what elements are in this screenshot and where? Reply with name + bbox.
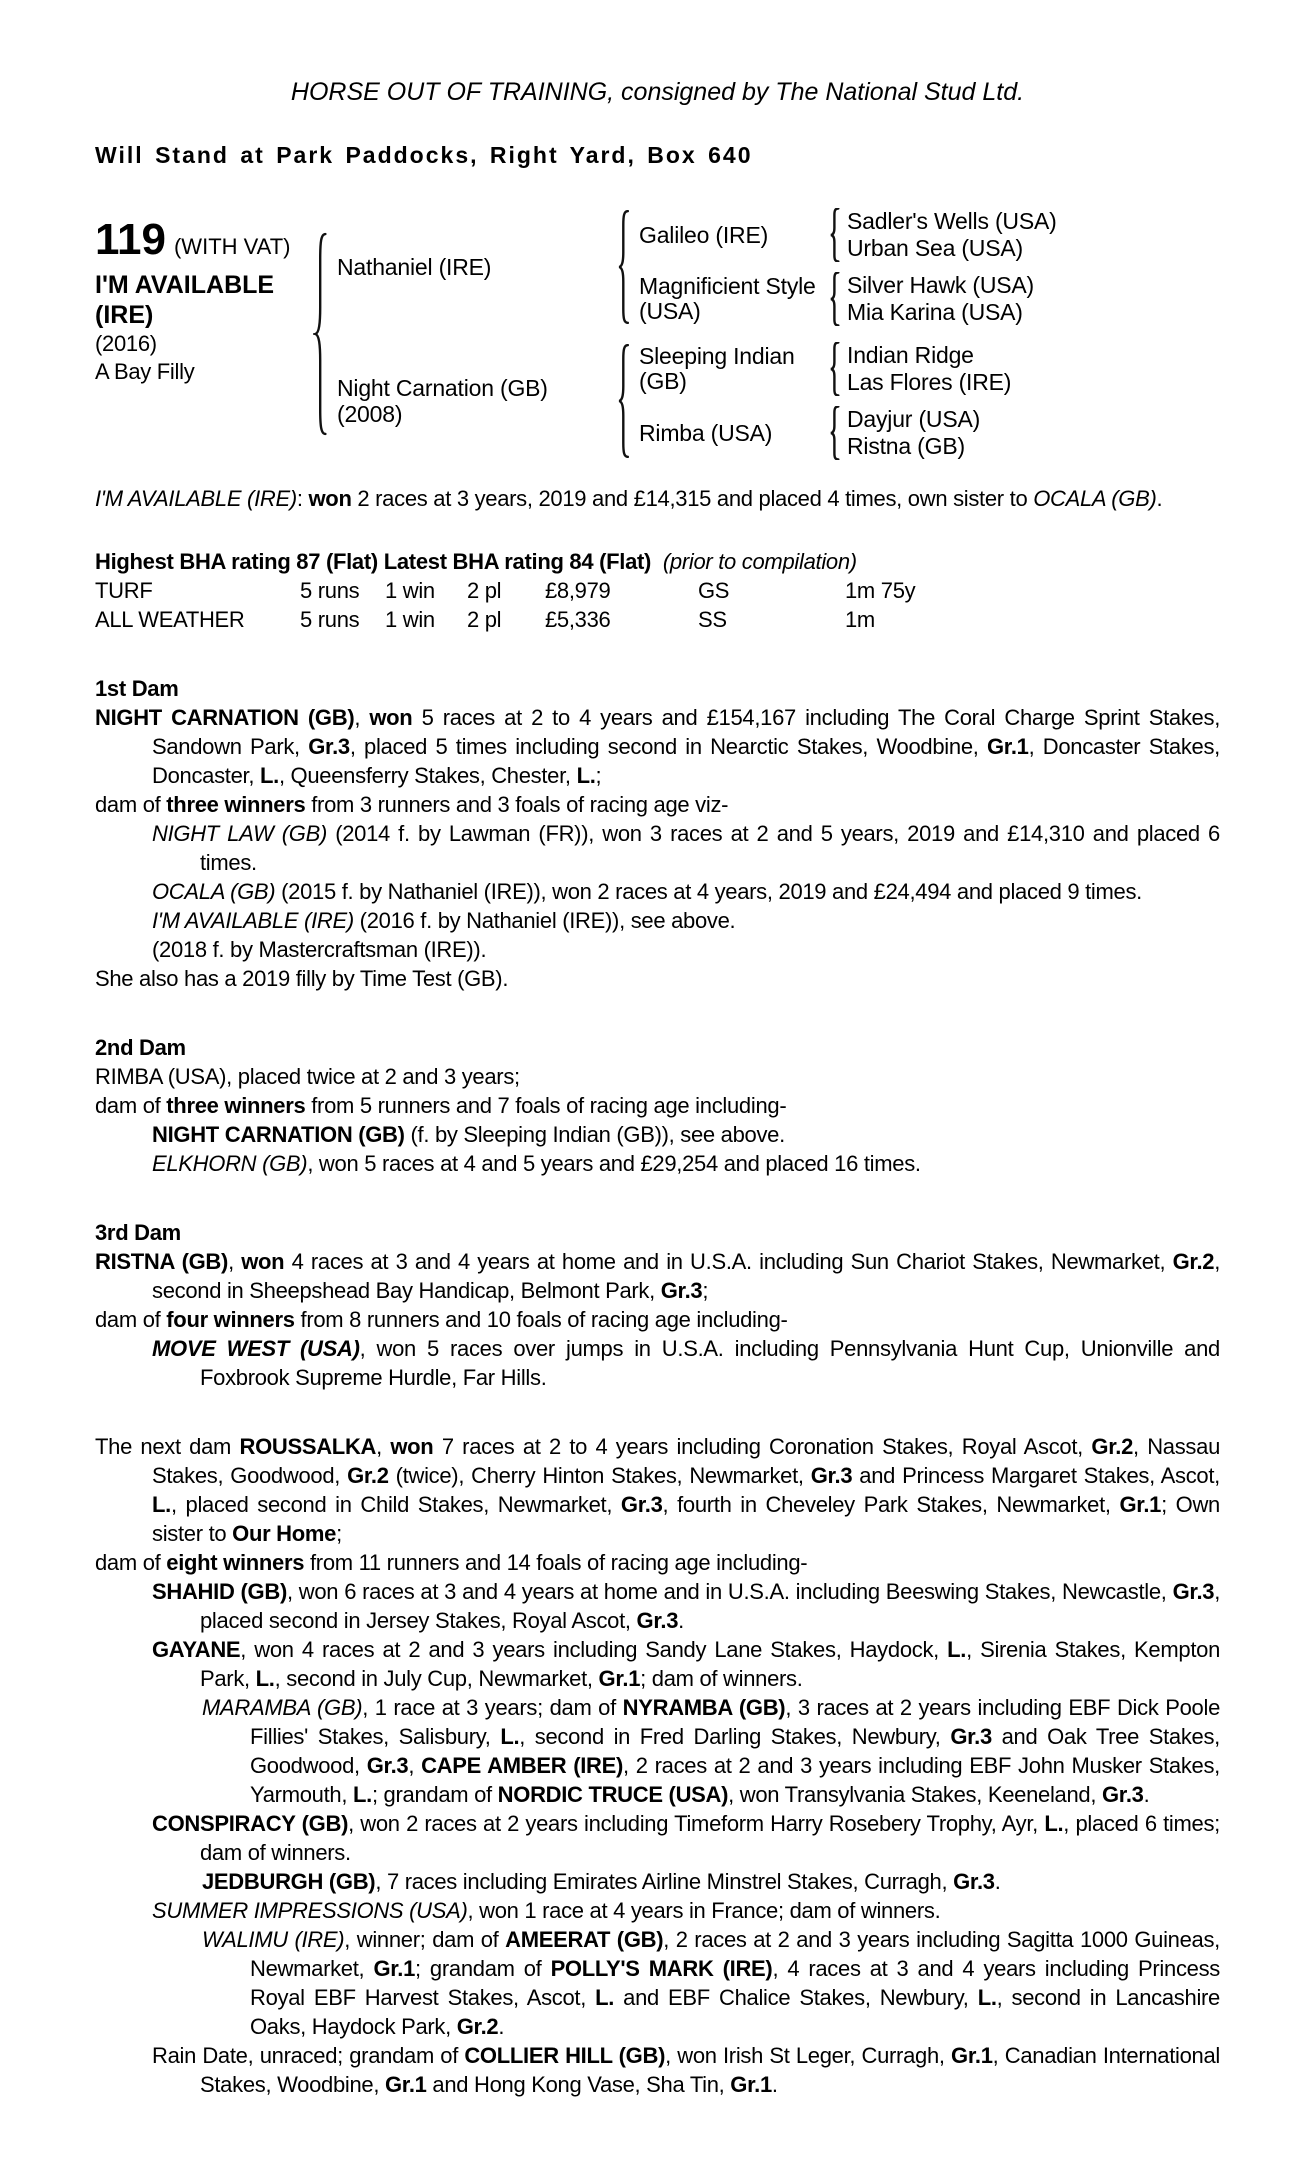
- section-next-dam: [95, 1432, 1220, 2099]
- text-segment: SUMMER IMPRESSIONS (USA): [152, 1898, 468, 1923]
- text-segment: Gr.3: [366, 1753, 409, 1778]
- text-segment: three winners: [166, 1093, 306, 1118]
- text-segment: RIMBA (USA), placed twice at 2 and 3 years;: [95, 1064, 520, 1089]
- section-body: [95, 1062, 1220, 1178]
- text-segment: L.: [259, 763, 279, 788]
- text-segment: Gr.3: [953, 1869, 995, 1894]
- text-segment: Gr.3: [636, 1608, 679, 1633]
- text-segment: from 5 runners and 7 foals of racing age including-: [305, 1093, 787, 1118]
- stand-location-line: Will Stand at Park Paddocks, Right Yard, Box 640: [95, 142, 753, 168]
- text-segment: I'M AVAILABLE (IRE): [95, 486, 297, 511]
- stats-surface: TURF: [95, 578, 153, 603]
- paragraph: [152, 935, 1220, 964]
- pedigree-brace-icon: [829, 342, 841, 396]
- grandsire-name: Sleeping Indian (GB): [639, 343, 795, 394]
- lot-info: [95, 208, 313, 386]
- bha-heading-ratings: Highest BHA rating 87 (Flat) Latest BHA rating 84 (Flat): [95, 549, 652, 574]
- stats-earnings: £8,979: [545, 578, 611, 603]
- text-segment: , placed second in Jersey Stakes, Royal Ascot,: [200, 1579, 1220, 1633]
- stats-wins: 1 win: [385, 578, 435, 603]
- text-segment: , Queensferry Stakes, Chester,: [278, 763, 577, 788]
- text-segment: 2 races at 3 years, 2019 and £14,315 and placed 4 times, own sister to: [351, 486, 1034, 511]
- text-segment: ,: [228, 1249, 242, 1274]
- text-segment: .: [771, 2072, 778, 2097]
- section-third-dam: [95, 1218, 1220, 1392]
- granddam-branch: [639, 406, 1011, 460]
- stats-places: 2 pl: [467, 578, 502, 603]
- section-heading: 3rd Dam: [95, 1220, 181, 1245]
- text-segment: L.: [576, 763, 596, 788]
- text-segment: , placed 6 times; dam of winners.: [200, 1811, 1220, 1865]
- great-grandsire-name: Silver Hawk (USA): [847, 272, 1035, 298]
- lot-vat-note: (WITH VAT): [173, 234, 291, 259]
- sire-name: Nathaniel (IRE): [337, 254, 492, 280]
- text-segment: four winners: [166, 1307, 295, 1332]
- paragraph: [95, 1062, 1220, 1091]
- text-segment: , Nassau Stakes, Goodwood,: [152, 1434, 1221, 1488]
- text-segment: (f. by Sleeping Indian (GB)), see above.: [404, 1122, 785, 1147]
- text-segment: Our Home: [232, 1521, 337, 1546]
- text-segment: , 2 races at 2 and 3 years including EBF John Musker Stakes, Yarmouth,: [250, 1753, 1220, 1807]
- text-segment: .: [498, 2014, 505, 2039]
- bha-heading-note: (prior to compilation): [662, 549, 857, 574]
- stats-runs: 5 runs: [300, 578, 360, 603]
- text-segment: , 3 races at 2 years including EBF Dick Poole Fillies' Stakes, Salisbury,: [250, 1695, 1221, 1749]
- text-segment: , 1 race at 3 years; dam of: [362, 1695, 623, 1720]
- great-grandsire-name: Indian Ridge: [847, 342, 974, 368]
- text-segment: , won 1 race at 4 years in France; dam of winners.: [467, 1898, 941, 1923]
- text-segment: Gr.3: [620, 1492, 663, 1517]
- text-segment: Gr.1: [986, 734, 1029, 759]
- paragraph: [152, 1635, 1220, 1693]
- text-segment: Gr.3: [308, 734, 350, 759]
- text-segment: CAPE AMBER (IRE): [421, 1753, 624, 1778]
- dam-branch: [337, 342, 1057, 460]
- text-segment: .: [1156, 486, 1163, 511]
- text-segment: , placed 5 times including second in Nearctic Stakes, Woodbine,: [349, 734, 987, 759]
- text-segment: NYRAMBA (GB): [622, 1695, 786, 1720]
- text-segment: JEDBURGH (GB): [202, 1869, 376, 1894]
- paragraph: [152, 1120, 1220, 1149]
- text-segment: OCALA (GB): [1033, 486, 1157, 511]
- pedigree-brace-icon: [617, 344, 631, 458]
- granddam-name: Rimba (USA): [639, 419, 773, 446]
- text-segment: 5 races at 2 to 4 years and £154,167 including The Coral Charge Sprint Stakes, Sandown Park,: [152, 705, 1221, 759]
- text-segment: ,: [376, 1434, 391, 1459]
- text-segment: , won 6 races at 3 and 4 years at home and in U.S.A. including Beeswing Stakes, Newcastle,: [286, 1579, 1173, 1604]
- text-segment: won: [369, 705, 413, 730]
- text-segment: Gr.2: [456, 2014, 499, 2039]
- text-segment: eight winners: [166, 1550, 305, 1575]
- text-segment: L.: [977, 1985, 997, 2010]
- race-record: [95, 484, 1220, 513]
- great-grandsire-name: Sadler's Wells (USA): [847, 208, 1057, 234]
- text-segment: 7 races at 2 to 4 years including Coronation Stakes, Royal Ascot,: [433, 1434, 1092, 1459]
- text-segment: Gr.1: [1119, 1492, 1162, 1517]
- paragraph: [152, 1334, 1220, 1392]
- stats-wins: 1 win: [385, 607, 435, 632]
- text-segment: COLLIER HILL (GB): [464, 2043, 666, 2068]
- section-first-dam: [95, 674, 1220, 993]
- paragraph: [152, 1896, 1220, 1925]
- text-segment: .: [994, 1869, 1001, 1894]
- text-segment: L.: [595, 1985, 615, 2010]
- text-segment: and EBF Chalice Stakes, Newbury,: [614, 1985, 978, 2010]
- great-granddam-name: Ristna (GB): [847, 433, 965, 459]
- text-segment: ;: [702, 1278, 709, 1303]
- text-segment: L.: [1044, 1811, 1064, 1836]
- text-segment: Rain Date, unraced; grandam of: [152, 2043, 465, 2068]
- text-segment: , Doncaster Stakes, Doncaster,: [152, 734, 1220, 788]
- pedigree-brace-icon: [829, 208, 841, 262]
- paragraph: [202, 1925, 1220, 2041]
- paragraph: [95, 1091, 1220, 1120]
- text-segment: WALIMU (IRE): [202, 1927, 345, 1952]
- paragraph: [152, 1577, 1220, 1635]
- grandsire-name: Galileo (IRE): [639, 221, 769, 248]
- text-segment: from 8 runners and 10 foals of racing age including-: [294, 1307, 788, 1332]
- stats-going: SS: [698, 607, 727, 632]
- horse-description: A Bay Filly: [95, 359, 195, 384]
- text-segment: L.: [255, 1666, 275, 1691]
- text-segment: , fourth in Cheveley Park Stakes, Newmarket,: [662, 1492, 1120, 1517]
- stats-row-turf: [95, 576, 1220, 605]
- stats-places: 2 pl: [467, 607, 502, 632]
- foaling-year: (2016): [95, 331, 157, 356]
- paragraph: [95, 1548, 1220, 1577]
- paragraph: [95, 1305, 1220, 1334]
- granddam-branch: [639, 272, 1057, 326]
- pedigree-brace-icon: [829, 406, 841, 460]
- stats-row-all-weather: [95, 605, 1220, 634]
- text-segment: , winner; dam of: [344, 1927, 506, 1952]
- lot-number: 119: [95, 215, 166, 264]
- great-grandsire-name: Dayjur (USA): [847, 406, 981, 432]
- text-segment: and Oak Tree Stakes, Goodwood,: [250, 1724, 1220, 1778]
- stats-runs: 5 runs: [300, 607, 360, 632]
- text-segment: MOVE WEST (USA): [152, 1336, 360, 1361]
- text-segment: , second in Lancashire Oaks, Haydock Park,: [250, 1985, 1220, 2039]
- text-segment: 4 races at 3 and 4 years at home and in U.S.A. including Sun Chariot Stakes, Newmarket,: [284, 1249, 1173, 1274]
- text-segment: (2015 f. by Nathaniel (IRE)), won 2 races at 4 years, 2019 and £24,494 and placed 9 times.: [275, 879, 1142, 904]
- text-segment: Gr.1: [373, 1956, 416, 1981]
- text-segment: , placed second in Child Stakes, Newmarket,: [170, 1492, 621, 1517]
- text-segment: ; grandam of: [415, 1956, 551, 1981]
- text-segment: dam of: [95, 1307, 167, 1332]
- grandsire-branch: [639, 208, 1057, 262]
- text-segment: dam of: [95, 1093, 167, 1118]
- text-segment: from 11 runners and 14 foals of racing age including-: [304, 1550, 808, 1575]
- sire-branch: [337, 208, 1057, 326]
- text-segment: L.: [500, 1724, 520, 1749]
- text-segment: I'M AVAILABLE (IRE): [152, 908, 354, 933]
- stats-distance: 1m 75y: [845, 578, 916, 603]
- text-segment: ; Own sister to: [152, 1492, 1220, 1546]
- text-segment: , 7 races including Emirates Airline Minstrel Stakes, Curragh,: [375, 1869, 954, 1894]
- text-segment: and Princess Margaret Stakes, Ascot,: [852, 1463, 1220, 1488]
- text-segment: L.: [352, 1782, 372, 1807]
- text-segment: , won Irish St Leger, Curragh,: [665, 2043, 952, 2068]
- text-segment: ELKHORN (GB): [152, 1151, 308, 1176]
- paragraph: [152, 1149, 1220, 1178]
- stats-going: GS: [698, 578, 730, 603]
- text-segment: three winners: [166, 792, 306, 817]
- text-segment: , Sirenia Stakes, Kempton Park,: [200, 1637, 1220, 1691]
- section-body: [95, 1247, 1220, 1392]
- dam-year: (2008): [337, 401, 403, 427]
- paragraph: [202, 1693, 1220, 1809]
- dam-name: Night Carnation (GB): [337, 375, 548, 401]
- text-segment: (2016 f. by Nathaniel (IRE)), see above.: [353, 908, 736, 933]
- paragraph: [95, 790, 1220, 819]
- paragraph: [95, 484, 1220, 513]
- text-segment: (2018 f. by Mastercraftsman (IRE)).: [152, 937, 487, 962]
- paragraph: [152, 906, 1220, 935]
- paragraph: [95, 703, 1220, 790]
- text-segment: won: [390, 1434, 434, 1459]
- pedigree-block: [95, 208, 1220, 460]
- bha-ratings-block: [95, 547, 1220, 634]
- text-segment: CONSPIRACY (GB): [152, 1811, 349, 1836]
- pedigree-tree: [313, 208, 1057, 460]
- text-segment: L.: [947, 1637, 967, 1662]
- text-segment: ,: [408, 1753, 422, 1778]
- text-segment: ;: [595, 763, 602, 788]
- text-segment: , won 4 races at 2 and 3 years including Sandy Lane Stakes, Haydock,: [240, 1637, 948, 1662]
- text-segment: SHAHID (GB): [152, 1579, 287, 1604]
- great-granddam-name: Las Flores (IRE): [847, 369, 1012, 395]
- text-segment: , 2 races at 2 and 3 years including Sagitta 1000 Guineas, Newmarket,: [250, 1927, 1220, 1981]
- section-heading: 2nd Dam: [95, 1035, 186, 1060]
- text-segment: .: [678, 1608, 684, 1633]
- text-segment: L.: [152, 1492, 171, 1517]
- text-segment: NIGHT LAW (GB): [152, 821, 327, 846]
- text-segment: dam of: [95, 792, 167, 817]
- text-segment: The next dam: [95, 1434, 240, 1459]
- text-segment: ; dam of winners.: [640, 1666, 803, 1691]
- great-granddam-name: Mia Karina (USA): [847, 299, 1023, 325]
- text-segment: and Hong Kong Vase, Sha Tin,: [426, 2072, 731, 2097]
- text-segment: Gr.3: [810, 1463, 853, 1488]
- section-second-dam: [95, 1033, 1220, 1178]
- paragraph: [202, 1867, 1220, 1896]
- text-segment: , won 5 races over jumps in U.S.A. including Pennsylvania Hunt Cup, Unionville and Foxbrook Supreme Hurdle, Far Hills.: [200, 1336, 1220, 1390]
- text-segment: Gr.2: [347, 1463, 389, 1488]
- text-segment: Gr.1: [598, 1666, 641, 1691]
- text-segment: , won 5 races at 4 and 5 years and £29,254 and placed 16 times.: [307, 1151, 921, 1176]
- text-segment: .: [1143, 1782, 1150, 1807]
- text-segment: Gr.3: [1172, 1579, 1215, 1604]
- stats-earnings: £5,336: [545, 607, 611, 632]
- text-segment: OCALA (GB): [152, 879, 276, 904]
- text-segment: NIGHT CARNATION (GB): [152, 1122, 405, 1147]
- text-segment: , won 2 races at 2 years including Timeform Harry Rosebery Trophy, Ayr,: [348, 1811, 1045, 1836]
- horse-name-line1: I'M AVAILABLE: [95, 271, 275, 299]
- text-segment: , second in July Cup, Newmarket,: [274, 1666, 599, 1691]
- text-segment: NIGHT CARNATION (GB): [95, 705, 355, 730]
- text-segment: RISTNA (GB): [95, 1249, 229, 1274]
- paragraph: [152, 819, 1220, 877]
- horse-name-line2: (IRE): [95, 301, 154, 329]
- text-segment: Gr.3: [950, 1724, 992, 1749]
- text-segment: ; grandam of: [371, 1782, 498, 1807]
- paragraph: [95, 964, 1220, 993]
- paragraph: [152, 2041, 1220, 2099]
- bha-heading: [95, 547, 1220, 576]
- text-segment: from 3 runners and 3 foals of racing age viz-: [305, 792, 729, 817]
- text-segment: Gr.1: [951, 2043, 993, 2068]
- text-segment: , second in Sheepshead Bay Handicap, Belmont Park,: [152, 1249, 1221, 1303]
- text-segment: NORDIC TRUCE (USA): [497, 1782, 729, 1807]
- text-segment: GAYANE: [152, 1637, 241, 1662]
- paragraph: [152, 877, 1220, 906]
- text-segment: won: [308, 486, 352, 511]
- paragraph: [95, 1247, 1220, 1305]
- text-segment: Gr.2: [1172, 1249, 1215, 1274]
- pedigree-brace-icon: [313, 232, 329, 436]
- text-segment: Gr.1: [730, 2072, 772, 2097]
- section-body: [95, 1432, 1220, 2099]
- grandsire-branch: [639, 342, 1011, 396]
- section-heading: 1st Dam: [95, 676, 179, 701]
- text-segment: ,: [354, 705, 370, 730]
- section-body: [95, 703, 1220, 993]
- text-segment: , 4 races at 3 and 4 years including Princess Royal EBF Harvest Stakes, Ascot,: [250, 1956, 1220, 2010]
- text-segment: MARAMBA (GB): [202, 1695, 363, 1720]
- text-segment: , won Transylvania Stakes, Keeneland,: [728, 1782, 1102, 1807]
- text-segment: , second in Fred Darling Stakes, Newbury,: [519, 1724, 951, 1749]
- paragraph: [95, 1432, 1220, 1548]
- page-title: HORSE OUT OF TRAINING, consigned by The National Stud Ltd.: [290, 78, 1025, 106]
- text-segment: dam of: [95, 1550, 167, 1575]
- pedigree-brace-icon: [829, 272, 841, 326]
- text-segment: AMEERAT (GB): [505, 1927, 664, 1952]
- text-segment: Gr.1: [384, 2072, 427, 2097]
- pedigree-brace-icon: [617, 210, 631, 324]
- text-segment: POLLY'S MARK (IRE): [550, 1956, 773, 1981]
- text-segment: won: [241, 1249, 285, 1274]
- stats-distance: 1m: [845, 607, 875, 632]
- text-segment: ROUSSALKA: [239, 1434, 377, 1459]
- text-segment: Gr.3: [1101, 1782, 1144, 1807]
- text-segment: :: [296, 486, 309, 511]
- stats-surface: ALL WEATHER: [95, 607, 245, 632]
- paragraph: [152, 1809, 1220, 1867]
- text-segment: Gr.2: [1091, 1434, 1133, 1459]
- text-segment: (twice), Cherry Hinton Stakes, Newmarket,: [388, 1463, 811, 1488]
- text-segment: ;: [336, 1521, 342, 1546]
- text-segment: Gr.3: [660, 1278, 703, 1303]
- great-granddam-name: Urban Sea (USA): [847, 235, 1023, 261]
- text-segment: She also has a 2019 filly by Time Test (GB).: [95, 966, 509, 991]
- text-segment: , Canadian International Stakes, Woodbine,: [200, 2043, 1221, 2097]
- granddam-name: Magnificient Style (USA): [639, 273, 816, 324]
- text-segment: (2014 f. by Lawman (FR)), won 3 races at 2 and 5 years, 2019 and £14,310 and placed 6 times.: [200, 821, 1220, 875]
